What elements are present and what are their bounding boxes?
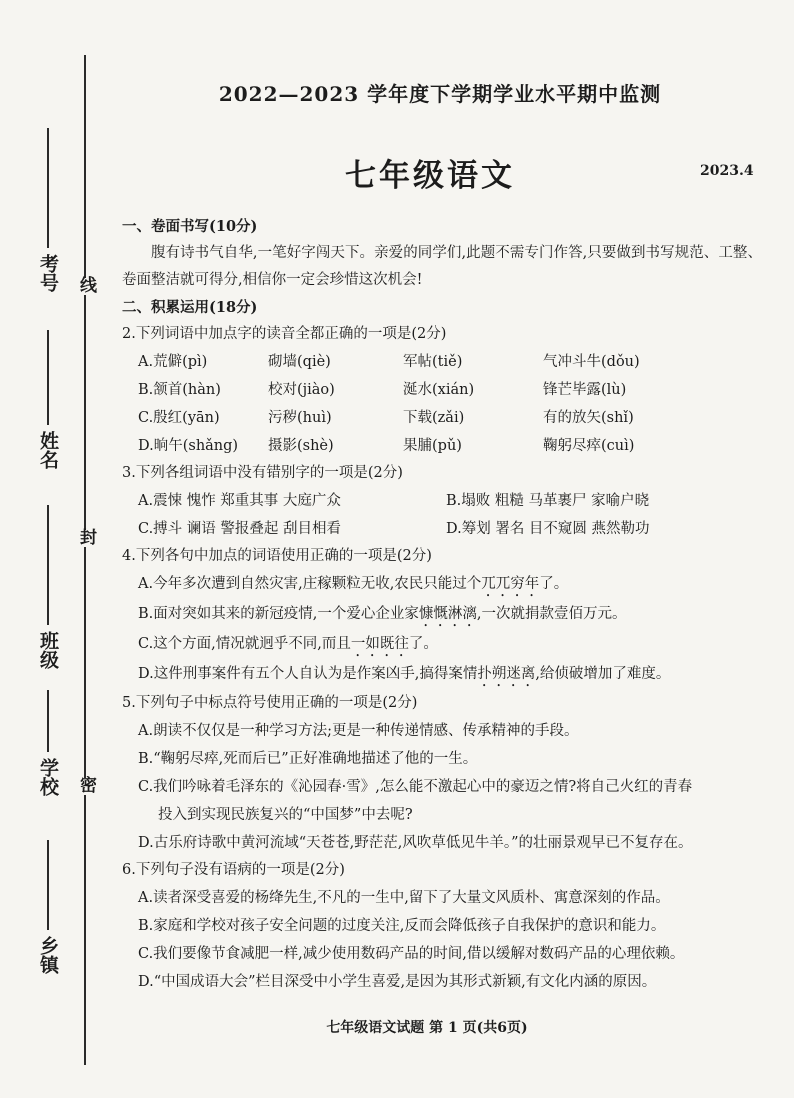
q5-option-a[interactable]: A.朗读不仅仅是一种学习方法;更是一种传递情感、传承精神的手段。 bbox=[138, 723, 579, 739]
exam-title: 2022—2023 学年度下学期学业水平期中监测 bbox=[218, 82, 662, 106]
q5-option-d[interactable]: D.古乐府诗歌中黄河流域“天苍苍,野茫茫,风吹草低见牛羊。”的壮丽景观早已不复存在。 bbox=[138, 835, 693, 851]
q4-a-dotted: 兀兀穷年 bbox=[481, 576, 540, 592]
page-footer: 七年级语文试题 第 1 页(共6页) bbox=[326, 1020, 528, 1036]
q2-option: 有的放矢(shǐ) bbox=[543, 410, 634, 426]
field-name-label: 姓名 bbox=[37, 431, 59, 469]
q6-option-a[interactable]: A.读者深受喜爱的杨绛先生,不凡的一生中,留下了大量文风质朴、寓意深刻的作品。 bbox=[138, 890, 670, 906]
q2-option: 气冲斗牛(dǒu) bbox=[543, 354, 640, 370]
q2-option: 军帖(tiě) bbox=[403, 354, 463, 370]
question-3-options bbox=[122, 487, 762, 543]
q4-option-b[interactable] bbox=[122, 600, 762, 630]
question-4-stem: 4.下列各句中加点的词语使用正确的一项是(2分) bbox=[122, 548, 432, 564]
q3-option-d[interactable]: D.筹划 署名 目不窥圆 燕然勒功 bbox=[446, 521, 650, 537]
field-class[interactable] bbox=[28, 505, 68, 669]
field-township[interactable] bbox=[28, 840, 68, 974]
q2-option[interactable]: D.晌午(shǎng) bbox=[138, 438, 239, 454]
field-school[interactable] bbox=[28, 690, 68, 796]
binding-mark-xian: 线 bbox=[80, 276, 97, 296]
q3-option-c[interactable]: C.搏斗 谰语 警报叠起 刮目相看 bbox=[138, 521, 342, 537]
q2-option: 校对(jiào) bbox=[268, 382, 335, 398]
q6-option-d[interactable]: D.“中国成语大会”栏目深受中小学生喜爱,是因为其形式新颖,有文化内涵的原因。 bbox=[138, 974, 657, 990]
q5-option-b[interactable]: B.“鞠躬尽瘁,死而后已”正好准确地描述了他的一生。 bbox=[138, 751, 478, 767]
subject-title: 七年级语文 bbox=[345, 158, 515, 194]
q4-a-text: A.今年多次遭到自然灾害,庄稼颗粒无收,农民只能过个 bbox=[138, 576, 482, 592]
q2-option[interactable]: B.颔首(hàn) bbox=[138, 382, 221, 398]
question-3-stem: 3.下列各组词语中没有错别字的一项是(2分) bbox=[122, 465, 403, 481]
q2-option: 污秽(huì) bbox=[268, 410, 332, 426]
q2-option: 砌墙(qiè) bbox=[268, 354, 331, 370]
exam-date: 2023.4 bbox=[700, 163, 754, 179]
q4-c-text: C.这个方面,情况就迥乎不同,而且 bbox=[138, 636, 351, 652]
q4-b-dotted: 慷慨淋漓 bbox=[418, 606, 477, 622]
field-name[interactable] bbox=[28, 330, 68, 469]
q4-a-text-end: 了。 bbox=[539, 576, 569, 592]
field-exam-number[interactable] bbox=[28, 128, 68, 292]
q4-c-dotted: 一如既往 bbox=[350, 636, 409, 652]
q3-option-b[interactable]: B.塌败 粗糙 马革裹尸 家喻户晓 bbox=[446, 493, 650, 509]
q4-b-text-end: ,一次就捐款壹佰万元。 bbox=[476, 606, 627, 622]
q2-option: 锋芒毕露(lù) bbox=[543, 382, 627, 398]
q4-option-a[interactable] bbox=[122, 570, 762, 600]
binding-mark-feng: 封 bbox=[80, 528, 97, 548]
binding-line bbox=[84, 55, 86, 1065]
q2-option: 鞠躬尽瘁(cuì) bbox=[543, 438, 635, 454]
q4-d-text-end: ,给侦破增加了难度。 bbox=[535, 666, 671, 682]
field-exam-number-label: 考号 bbox=[37, 254, 59, 292]
q4-d-text: D.这件刑事案件有五个人自认为是作案凶手,搞得案情 bbox=[138, 666, 478, 682]
q5-option-c-continued: 投入到实现民族复兴的“中国梦”中去呢? bbox=[158, 807, 413, 823]
question-6-stem: 6.下列句子没有语病的一项是(2分) bbox=[122, 862, 345, 878]
field-class-label: 班级 bbox=[37, 631, 59, 669]
q6-option-c[interactable]: C.我们要像节食减肥一样,减少使用数码产品的时间,借以缓解对数码产品的心理依赖。 bbox=[138, 946, 685, 962]
field-school-label: 学校 bbox=[37, 758, 59, 796]
section-1-text: 腹有诗书气自华,一笔好字闯天下。亲爱的同学们,此题不需专门作答,只要做到书写规范、工整、卷面整洁就可得分,相信你一定会珍惜这次机会! bbox=[122, 245, 762, 288]
q2-option: 涎水(xián) bbox=[403, 382, 475, 398]
q4-option-d[interactable] bbox=[122, 660, 762, 690]
q2-option: 摄影(shè) bbox=[268, 438, 334, 454]
q4-c-text-end: 了。 bbox=[408, 636, 438, 652]
q2-option[interactable]: C.殷红(yān) bbox=[138, 410, 220, 426]
q6-option-b[interactable]: B.家庭和学校对孩子安全问题的过度关注,反而会降低孩子自我保护的意识和能力。 bbox=[138, 918, 666, 934]
q4-b-text: B.面对突如其来的新冠疫情,一个爱心企业家 bbox=[138, 606, 419, 622]
q4-d-dotted: 扑朔迷离 bbox=[477, 666, 536, 682]
question-2-options bbox=[122, 348, 762, 460]
q2-option[interactable]: A.荒僻(pì) bbox=[138, 354, 208, 370]
field-township-label: 乡镇 bbox=[37, 936, 59, 974]
exam-content bbox=[122, 213, 762, 996]
q2-option: 果脯(pǔ) bbox=[403, 438, 462, 454]
q2-option: 下载(zǎi) bbox=[403, 410, 465, 426]
question-2-stem: 2.下列词语中加点字的读音全都正确的一项是(2分) bbox=[122, 326, 447, 342]
section-1-heading: 一、卷面书写(10分) bbox=[122, 218, 258, 235]
q3-option-a[interactable]: A.震悚 愧怍 郑重其事 大庭广众 bbox=[138, 493, 341, 509]
q5-option-c[interactable]: C.我们吟咏着毛泽东的《沁园春·雪》,怎么能不激起心中的豪迈之情?将自己火红的青春 bbox=[138, 779, 693, 795]
question-5-stem: 5.下列句子中标点符号使用正确的一项是(2分) bbox=[122, 695, 418, 711]
q4-option-c[interactable] bbox=[122, 630, 762, 660]
binding-mark-mi: 密 bbox=[80, 776, 97, 796]
section-2-heading: 二、积累运用(18分) bbox=[122, 299, 258, 316]
